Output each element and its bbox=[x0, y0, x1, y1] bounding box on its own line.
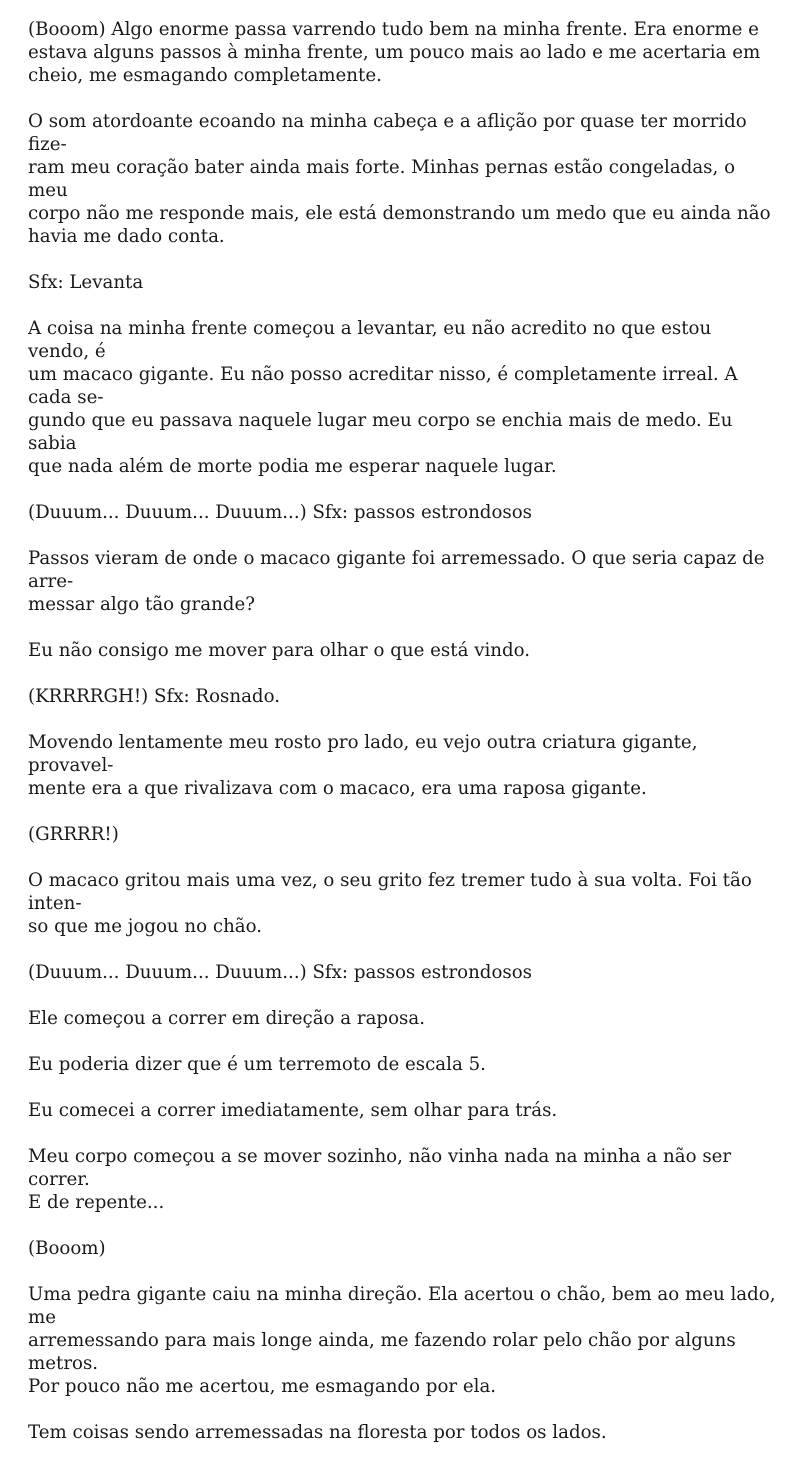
document-body bbox=[28, 18, 778, 1467]
paragraph-18: Uma pedra gigante caiu na minha direção. Ela acertou o chão, bem ao meu lado, me arremessando para mais longe ainda, me fazendo rolar pelo chão por alguns metros. Por pouco não me acertou, me esmagando por ela. bbox=[28, 1284, 776, 1397]
paragraph-1: (Booom) Algo enorme passa varrendo tudo bem na minha frente. Era enorme e estava alguns passos à minha frente, um pouco mais ao lado e me acertaria em cheio, me esmagando completamente. bbox=[28, 19, 761, 86]
paragraph-7: Eu não consigo me mover para olhar o que está vindo. bbox=[28, 640, 531, 661]
paragraph-19: Tem coisas sendo arremessadas na floresta por todos os lados. bbox=[28, 1422, 607, 1443]
paragraph-8: (KRRRRGH!) Sfx: Rosnado. bbox=[28, 686, 280, 707]
paragraph-17: (Booom) bbox=[28, 1238, 106, 1259]
paragraph-2: O som atordoante ecoando na minha cabeça e a aflição por quase ter morrido fize- ram meu coração bater ainda mais forte. Minhas pernas estão congeladas, o meu corpo não me responde mais, ele está demonstrando um medo que eu ainda não havia me dado conta. bbox=[28, 111, 771, 247]
paragraph-5: (Duuum... Duuum... Duuum...) Sfx: passos estrondosos bbox=[28, 502, 533, 523]
paragraph-3: Sfx: Levanta bbox=[28, 272, 144, 293]
paragraph-6: Passos vieram de onde o macaco gigante foi arremessado. O que seria capaz de arre- messar algo tão grande? bbox=[28, 548, 765, 615]
paragraph-10: (GRRRR!) bbox=[28, 824, 119, 845]
paragraph-13: Ele começou a correr em direção a raposa. bbox=[28, 1008, 425, 1029]
paragraph-4: A coisa na minha frente começou a levantar, eu não acredito no que estou vendo, é um macaco gigante. Eu não posso acreditar nisso, é completamente irreal. A cada se- gundo que eu passava naquele lugar meu corpo se enchia mais de medo. Eu sabia que nada além de morte podia me esperar naquele lugar. bbox=[28, 318, 738, 477]
paragraph-11: O macaco gritou mais uma vez, o seu grito fez tremer tudo à sua volta. Foi tão inten- so que me jogou no chão. bbox=[28, 870, 752, 937]
paragraph-16: Meu corpo começou a se mover sozinho, não vinha nada na minha a não ser correr. E de repente... bbox=[28, 1146, 732, 1213]
paragraph-12: (Duuum... Duuum... Duuum...) Sfx: passos estrondosos bbox=[28, 962, 533, 983]
paragraph-9: Movendo lentamente meu rosto pro lado, eu vejo outra criatura gigante, provavel- mente era a que rivalizava com o macaco, era uma raposa gigante. bbox=[28, 732, 698, 799]
paragraph-15: Eu comecei a correr imediatamente, sem olhar para trás. bbox=[28, 1100, 558, 1121]
paragraph-14: Eu poderia dizer que é um terremoto de escala 5. bbox=[28, 1054, 486, 1075]
